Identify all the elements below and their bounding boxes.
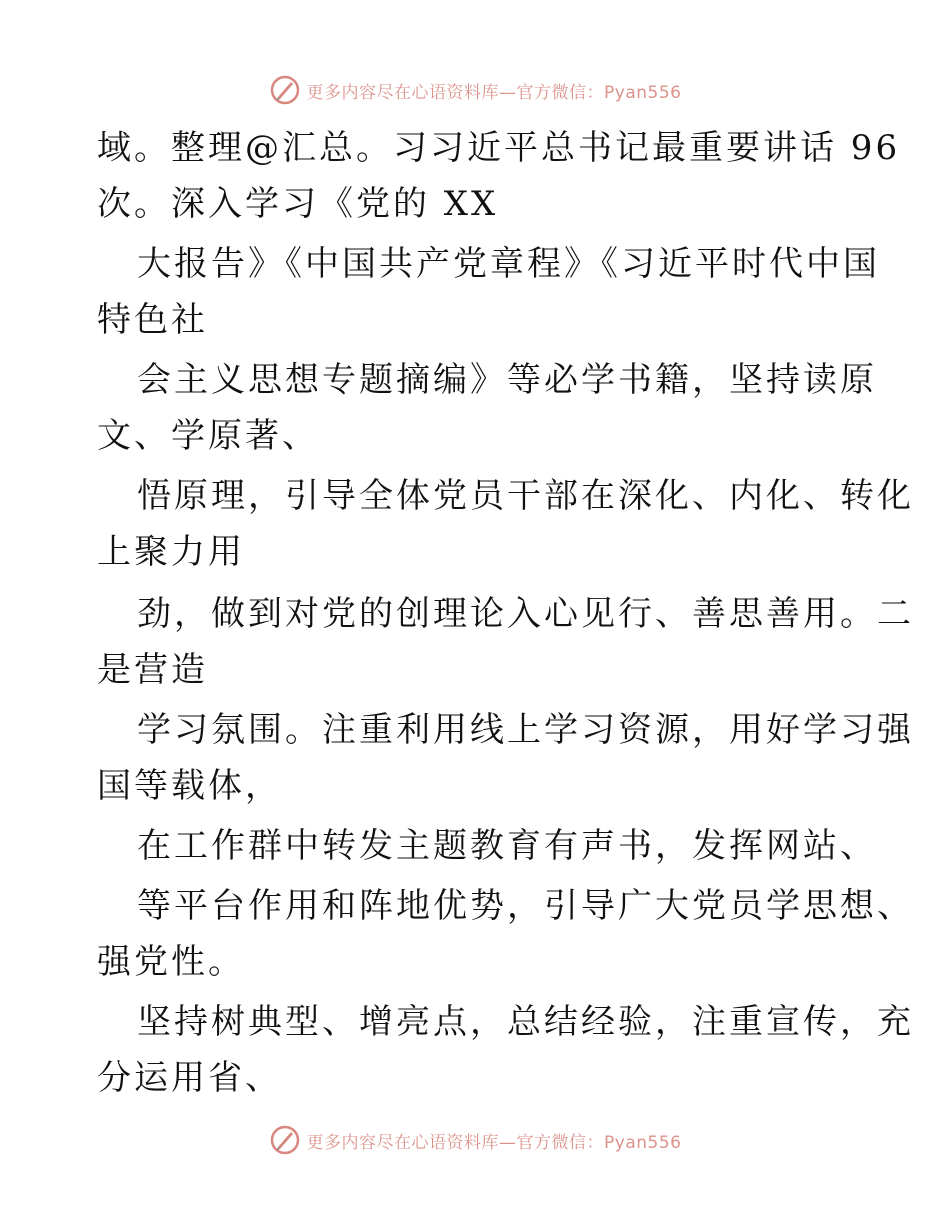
body-line: 域。整理@汇总。习习近平总书记最重要讲话 96 bbox=[97, 128, 901, 168]
body-line: 上聚力用 bbox=[97, 532, 245, 572]
body-line: 在工作群中转发主题教育有声书，发挥网站、 bbox=[137, 826, 877, 866]
quill-logo-icon bbox=[269, 74, 301, 106]
body-line: 会主义思想专题摘编》等必学书籍，坚持读原 bbox=[137, 360, 877, 400]
body-line: 文、学原著、 bbox=[97, 416, 319, 456]
body-line: 强党性。 bbox=[97, 942, 245, 982]
body-line: 是营造 bbox=[97, 650, 208, 690]
quill-logo-icon bbox=[269, 1124, 301, 1156]
body-line: 劲，做到对党的创理论入心见行、善思善用。二 bbox=[137, 594, 914, 634]
watermark-text: 更多内容尽在心语资料库—官方微信：Pyan556 bbox=[306, 1132, 682, 1153]
watermark-text: 更多内容尽在心语资料库—官方微信：Pyan556 bbox=[306, 82, 682, 103]
body-line: 等平台作用和阵地优势，引导广大党员学思想、 bbox=[137, 886, 914, 926]
body-line: 坚持树典型、增亮点，总结经验，注重宣传，充 bbox=[137, 1002, 914, 1042]
body-line: 特色社 bbox=[97, 300, 208, 340]
body-line: 次。深入学习《党的 XX bbox=[97, 184, 499, 224]
body-line: 悟原理，引导全体党员干部在深化、内化、转化 bbox=[137, 476, 914, 516]
body-line: 分运用省、 bbox=[97, 1058, 282, 1098]
header-watermark bbox=[0, 72, 950, 108]
body-line: 国等载体， bbox=[97, 766, 282, 806]
footer-watermark bbox=[0, 1122, 950, 1158]
body-line: 大报告》《中国共产党章程》《习近平时代中国 bbox=[137, 244, 880, 284]
body-line: 学习氛围。注重利用线上学习资源，用好学习强 bbox=[137, 710, 914, 750]
